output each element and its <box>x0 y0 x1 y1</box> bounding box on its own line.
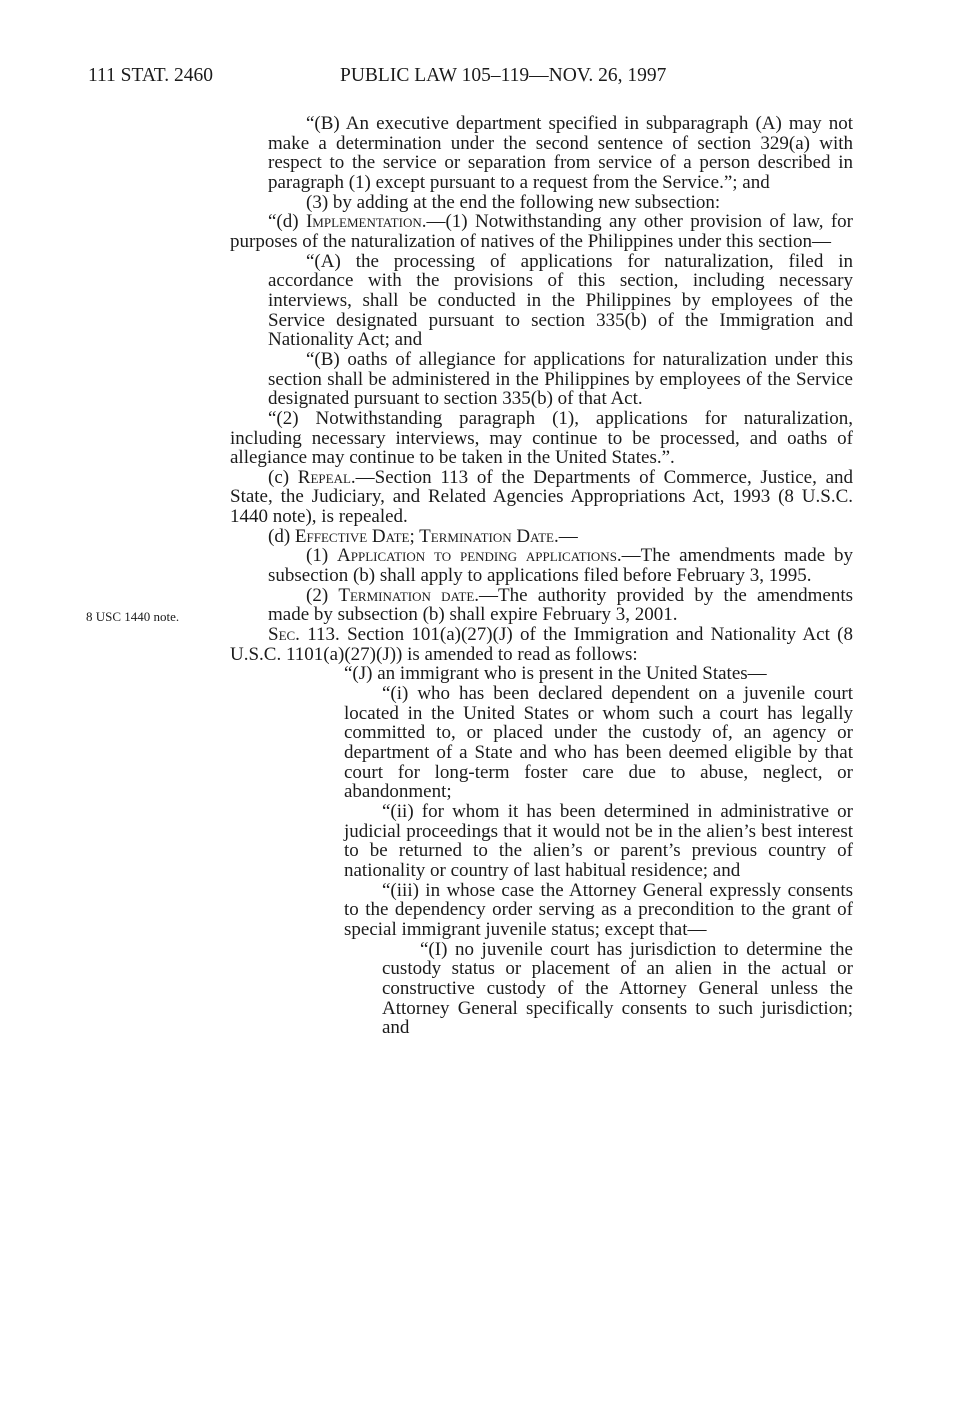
clause-i-juvenile-court: “(i) who has been declared dependent on a juvenile court located in the United States or whom such a court has legally committed to, or placed under the custody of, an agency or department of a State and who has been deemed eligible by that court for long-term foster care due to abuse, neglect, or abandonment; <box>344 683 853 803</box>
section-113 <box>230 625 853 664</box>
paragraph-lead: (2) <box>306 584 339 606</box>
subparagraph-b-oaths: “(B) oaths of allegiance for applications for naturalization under this section shall be administered in the Philippines by employees of the Service designated pursuant to section 335(b) of that Act. <box>268 348 853 410</box>
subparagraph-a-processing: “(A) the processing of applications for naturalization, filed in accordance with the provisions of this section, including necessary interviews, shall be conducted in the Philippines by employees of the Service designated pursuant to section 335(b) of the Immigration and Nationality Act; and <box>268 250 853 351</box>
section-heading: Termination date. <box>338 584 480 606</box>
paragraph-lead: (c) <box>268 466 298 488</box>
clause-ii-best-interest: “(ii) for whom it has been determined in administrative or judicial proceedings that it would not be in the alien’s best interest to be returned to the alien’s or parent’s previous country of nationality or country of last habitual residence; and <box>344 800 853 881</box>
paragraph-text: 113. Section 101(a)(27)(J) of the Immigration and Nationality Act (8 U.S.C. 1101(a)(27)(J)) is amended to read as follows: <box>230 624 853 665</box>
paragraph-lead: “(d) <box>268 211 306 233</box>
paragraph-text: —The authority provided by the amendments made by subsection (b) shall expire February 3, 2001. <box>268 584 854 626</box>
clause-j-immigrant: “(J) an immigrant who is present in the United States— <box>344 663 767 685</box>
running-title: PUBLIC LAW 105–119—NOV. 26, 1997 <box>340 65 667 86</box>
subparagraph-b-service-request: “(B) An executive department specified in subparagraph (A) may not make a determination under the second sentence of section 329(a) with respect to the service or separation from service of a person described in paragraph (1) except pursuant to a request from the Service.”; and <box>268 113 853 193</box>
subclause-i-jurisdiction: “(I) no juvenile court has jurisdiction to determine the custody status or placement of an alien in the actual or constructive custody of the Attorney General unless the Attorney General specifically consents to such jurisdiction; and <box>382 938 853 1039</box>
margin-note: 8 USC 1440 note. <box>86 609 180 624</box>
paragraph-2-termination-date <box>230 586 853 625</box>
paragraph-1-pending-applications <box>230 546 853 585</box>
statute-body <box>230 114 853 1038</box>
clause-iii-attorney-general: “(iii) in whose case the Attorney General expressly consents to the dependency order serving as a precondition to the grant of special immigrant juvenile status; except that— <box>344 879 853 940</box>
paragraph-lead: (d) <box>268 525 295 547</box>
section-heading: Effective Date; Termination Date. <box>294 525 559 547</box>
paragraph-text: — <box>558 525 578 547</box>
section-label: Sec. <box>268 624 300 646</box>
stat-reference: 111 STAT. 2460 <box>88 65 214 86</box>
paragraph-2-notwithstanding: “(2) Notwithstanding paragraph (1), applications for naturalization, including necessary interviews, may continue to be processed, and oaths of allegiance may continue to be taken in the United States.”. <box>230 407 853 469</box>
paragraph-text: —The amendments made by subsection (b) shall apply to applications filed before February 3, 1995. <box>268 545 853 587</box>
subsection-d-effective-date <box>230 527 853 547</box>
subsection-d-implementation <box>230 212 853 251</box>
paragraph-3-new-subsection: (3) by adding at the end the following new subsection: <box>306 191 721 213</box>
paragraph-lead: (1) <box>306 545 338 567</box>
section-heading: Repeal. <box>297 466 356 488</box>
paragraph-text: —Section 113 of the Departments of Commerce, Justice, and State, the Judiciary, and Related Agencies Appropriations Act, 1993 (8 U.S.C. 1440 note), is repealed. <box>230 466 854 528</box>
section-heading: Application to pending applications. <box>337 545 622 567</box>
subsection-c-repeal <box>230 468 853 527</box>
section-heading: Implementation. <box>305 211 427 233</box>
paragraph-text: —(1) Notwithstanding any other provision of law, for purposes of the naturalization of natives of the Philippines under this section— <box>230 211 853 252</box>
